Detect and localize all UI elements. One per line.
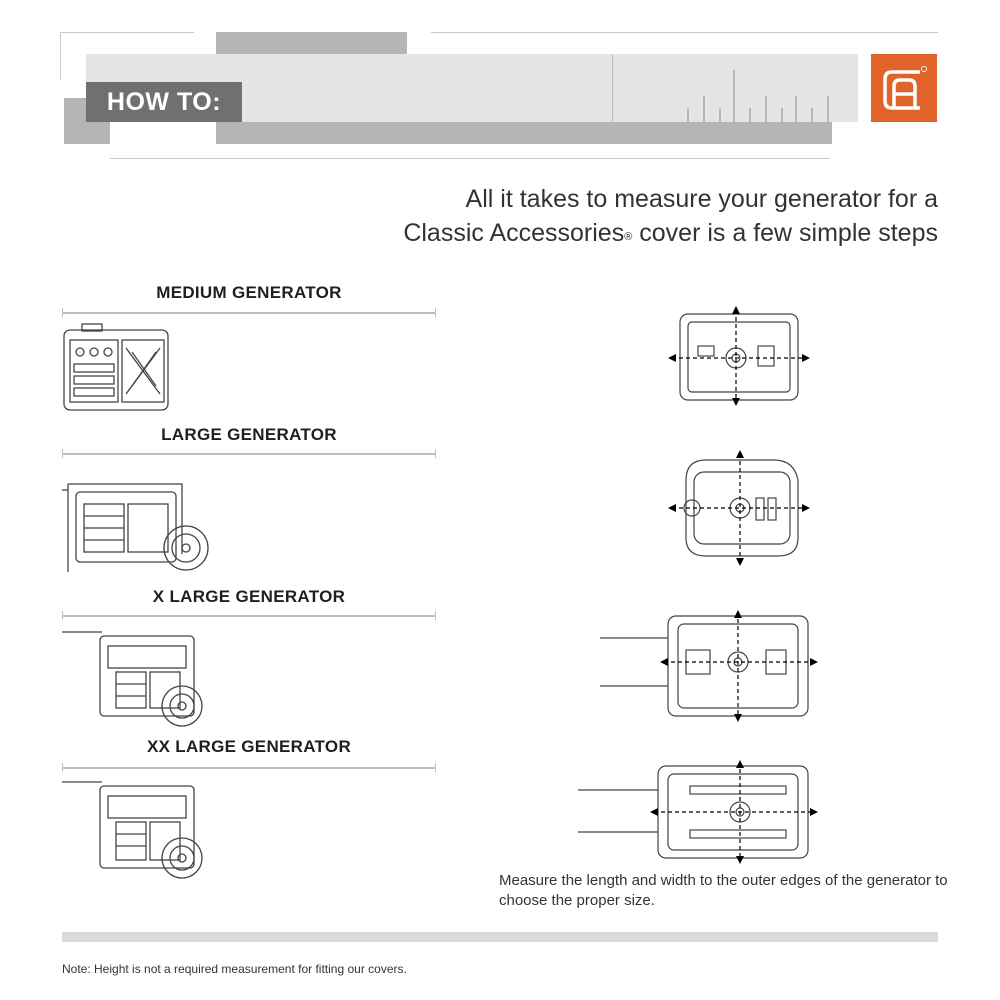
headline xyxy=(338,182,938,250)
medium-generator-front-illustration xyxy=(62,322,172,414)
classic-accessories-logo-icon xyxy=(871,54,937,122)
footnote: Note: Height is not a required measurement for fitting our covers. xyxy=(62,962,407,976)
x-large-generator-top-measure-illustration xyxy=(598,610,820,722)
ruler-ticks xyxy=(680,66,860,122)
section-title-medium: MEDIUM GENERATOR xyxy=(156,283,342,302)
header-corner-tick-left xyxy=(60,32,61,80)
header-corner-line-left xyxy=(60,32,194,33)
xx-large-generator-top-measure-illustration xyxy=(576,760,820,864)
xx-large-generator-front-illustration xyxy=(62,774,222,884)
header-gray-block-top xyxy=(216,32,407,54)
headline-line-1: All it takes to measure your generator for a xyxy=(465,185,938,213)
headline-line-2 xyxy=(338,216,938,250)
header-bottom-line xyxy=(110,158,830,159)
medium-generator-top-measure-illustration xyxy=(664,306,814,406)
how-to-badge: HOW TO: xyxy=(86,82,242,122)
header-banner-divider xyxy=(612,54,613,122)
measurement-instruction: Measure the length and width to the outer edges of the generator to choose the proper size. xyxy=(499,872,948,909)
brand-name: Classic Accessories xyxy=(403,219,625,247)
section-rule-medium xyxy=(62,312,436,314)
large-generator-front-illustration xyxy=(62,464,222,576)
headline-suffix: cover is a few simple steps xyxy=(632,219,938,247)
section-title-x-large: X LARGE GENERATOR xyxy=(152,587,346,606)
section-title-large: LARGE GENERATOR xyxy=(161,425,337,444)
brand-logo xyxy=(871,54,937,122)
section-rule-large xyxy=(62,453,436,455)
large-generator-top-measure-illustration xyxy=(664,450,814,566)
registered-mark: ® xyxy=(624,231,633,243)
header-top-line-right xyxy=(431,32,938,33)
section-rule-x-large xyxy=(62,615,436,617)
header-gray-block-bottom xyxy=(216,120,832,144)
section-rule-xx-large xyxy=(62,767,436,769)
bottom-divider-bar xyxy=(62,932,938,942)
section-title-xx-large: XX LARGE GENERATOR xyxy=(146,737,352,756)
x-large-generator-front-illustration xyxy=(62,622,222,734)
